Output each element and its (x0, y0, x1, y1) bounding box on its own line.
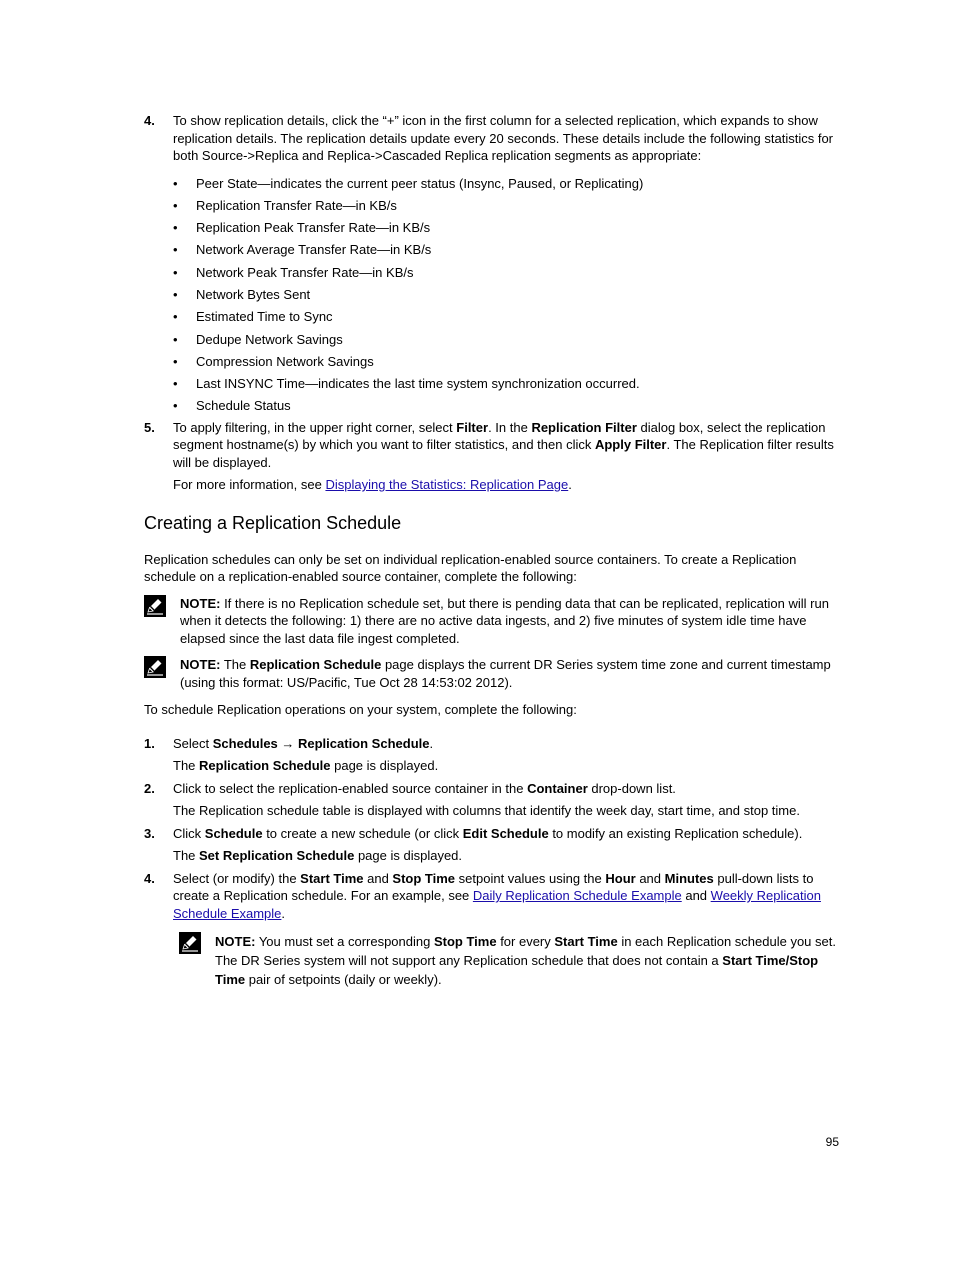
text: pair of setpoints (daily or weekly). (245, 972, 442, 988)
ui-term: Schedules → Replication Schedule (212, 735, 430, 751)
ui-term: Schedule (204, 825, 263, 841)
schedule-step-4 (144, 870, 838, 923)
list-item: • Network Average Transfer Rate—in KB/s (173, 241, 838, 259)
text: . (568, 477, 572, 493)
step-number: 2. (144, 780, 155, 796)
step-5 (144, 419, 838, 472)
replication-page-link[interactable]: Displaying the Statistics: Replication Page (325, 477, 569, 493)
text: Select (173, 735, 213, 751)
list-item: • Network Peak Transfer Rate—in KB/s (173, 264, 838, 282)
ui-term: Filter (456, 419, 489, 435)
text: and (635, 870, 665, 886)
ui-term: Apply Filter (594, 437, 667, 453)
ui-term: Replication Filter (531, 419, 637, 435)
list-item: • Compression Network Savings (173, 353, 838, 371)
list-item: • Dedupe Network Savings (173, 331, 838, 349)
text: . In the (488, 419, 532, 435)
text: page is displayed. (354, 848, 463, 864)
step-text: To show replication details, click the “+” icon in the first column for a selected replication, which expands to show replication details. The replication details update every 20 seconds. These details include the following statistics for both Source->Replica and Replica->Cascaded Replica replication segments as appropriate: (173, 113, 834, 163)
text: For more information, see (173, 477, 326, 493)
ui-term: Replication Schedule (199, 758, 331, 774)
text: page is displayed. (330, 758, 439, 774)
ui-term: Edit Schedule (462, 825, 549, 841)
statistics-list (173, 175, 838, 415)
text: Click to select the replication-enabled source container in the (173, 780, 528, 796)
note-pencil-icon (144, 656, 166, 678)
list-item: • Peer State—indicates the current peer status (Insync, Paused, or Replicating) (173, 175, 838, 193)
step-number: 4. (144, 113, 155, 128)
weekly-schedule-example-link[interactable]: Weekly Replication Schedule Example (173, 888, 821, 921)
text: setpoint values using the (455, 870, 606, 886)
ui-term: Container (527, 780, 588, 796)
text: Select (or modify) the (173, 870, 301, 886)
ui-term: Hour (605, 870, 636, 886)
note-block (179, 932, 838, 989)
text: To apply filtering, in the upper right corner, select (173, 419, 457, 435)
ui-term: Set Replication Schedule (199, 848, 355, 864)
text: You must set a corresponding (255, 934, 434, 950)
daily-schedule-example-link[interactable]: Daily Replication Schedule Example (472, 888, 682, 904)
step-number: 3. (144, 825, 155, 841)
schedule-step-2 (144, 780, 838, 798)
list-item: • Estimated Time to Sync (173, 308, 838, 326)
ui-term: Start Time (554, 934, 618, 950)
ui-term: Start Time/Stop Time (215, 953, 819, 988)
ui-term: Stop Time (433, 934, 497, 950)
text: . The Replication filter results will be displayed. (173, 437, 834, 470)
note-label: NOTE: (180, 595, 221, 611)
ui-term: Replication Schedule (249, 657, 382, 673)
step-4 (144, 112, 838, 165)
schedule-step-3 (144, 825, 838, 843)
ui-term: Stop Time (392, 870, 456, 886)
step-result (144, 847, 838, 865)
note-label: NOTE: (215, 934, 256, 950)
text: The (173, 758, 200, 774)
text: to modify an existing Replication schedule). (548, 825, 803, 841)
list-item: • Schedule Status (173, 397, 838, 415)
ui-term: Minutes (664, 870, 714, 886)
note-pencil-icon (179, 932, 201, 954)
note-block (144, 656, 838, 691)
schedule-intro: To schedule Replication operations on your system, complete the following: (144, 702, 577, 718)
note-text: If there is no Replication schedule set, but there is pending data that can be replicated, replication will run when it detects the following: 1) there are no active data ingests, and 2) five minutes of system idle time have elapsed since the last data file ingest completed. (180, 595, 829, 646)
text: The (173, 848, 200, 864)
note-label: NOTE: (180, 657, 221, 673)
list-item: • Replication Peak Transfer Rate—in KB/s (173, 219, 838, 237)
text: dialog box, select the replication segment hostname(s) by which you want to filter statistics, and then click (173, 419, 826, 453)
step-result: The Replication schedule table is displayed with columns that identify the week day, start time, and stop time. (173, 803, 800, 819)
section-heading: Creating a Replication Schedule (144, 512, 402, 533)
text: and (363, 870, 393, 886)
text: in each Replication schedule you set. The DR Series system will not support any Replication schedule that does not contain a (215, 934, 836, 969)
text: for every (496, 934, 555, 950)
section-intro: Replication schedules can only be set on individual replication-enabled source containers. To create a Replication schedule on a replication-enabled source container, complete the following: (144, 551, 797, 585)
text: page displays the current DR Series system time zone and current timestamp (using this format: US/Pacific, Tue Oct 28 14:53:02 2012). (180, 657, 831, 690)
list-item: • Network Bytes Sent (173, 286, 838, 304)
text: pull-down lists to create a Replication schedule. For an example, see (173, 870, 814, 904)
step-number: 4. (144, 870, 155, 886)
text: . (429, 735, 434, 751)
text: to create a new schedule (or click (262, 825, 463, 841)
step-number: 1. (144, 735, 155, 751)
list-item: • Last INSYNC Time—indicates the last time system synchronization occurred. (173, 375, 838, 393)
text: Click (173, 825, 205, 841)
text: The (220, 657, 250, 673)
note-pencil-icon (144, 595, 166, 617)
text: and (681, 888, 711, 904)
list-item: • Replication Transfer Rate—in KB/s (173, 197, 838, 215)
note-block (144, 595, 838, 648)
step-result (144, 757, 838, 775)
schedule-step-1 (144, 735, 838, 753)
ui-term: Start Time (300, 870, 364, 886)
step-number: 5. (144, 419, 155, 435)
page-number: 95 (825, 1135, 839, 1149)
text: . (281, 905, 286, 921)
text: drop-down list. (587, 780, 676, 796)
page-content (144, 112, 838, 989)
more-info (144, 476, 838, 494)
